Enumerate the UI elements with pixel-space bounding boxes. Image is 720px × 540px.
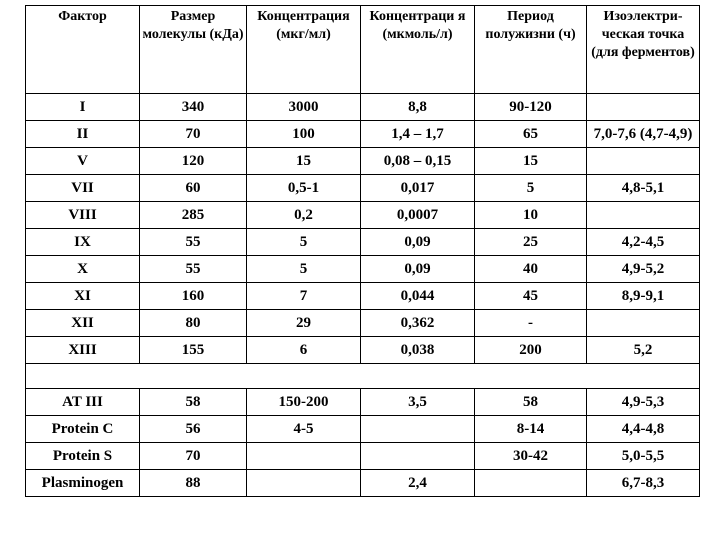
size-cell: 70 [140, 121, 247, 148]
half-life-cell: 45 [475, 283, 587, 310]
size-cell: 55 [140, 256, 247, 283]
pi-cell: 7,0-7,6 (4,7-4,9) [587, 121, 700, 148]
conc-ug-cell: 5 [247, 256, 361, 283]
table-row [26, 121, 700, 148]
factor-cell: II [26, 121, 140, 148]
factor-cell: I [26, 94, 140, 121]
conc-ug-cell: 6 [247, 337, 361, 364]
conc-ug-cell: 150-200 [247, 389, 361, 416]
conc-umol-cell: 0,362 [361, 310, 475, 337]
size-cell: 55 [140, 229, 247, 256]
pi-cell: 4,9-5,3 [587, 389, 700, 416]
half-life-cell: 65 [475, 121, 587, 148]
size-cell: 88 [140, 470, 247, 497]
factor-cell: V [26, 148, 140, 175]
conc-umol-cell: 0,0007 [361, 202, 475, 229]
half-life-cell: 58 [475, 389, 587, 416]
table-row [26, 94, 700, 121]
factor-cell: XI [26, 283, 140, 310]
table-row [26, 283, 700, 310]
size-cell: 70 [140, 443, 247, 470]
pi-cell [587, 310, 700, 337]
size-cell: 56 [140, 416, 247, 443]
conc-ug-cell: 29 [247, 310, 361, 337]
table-row [26, 416, 700, 443]
half-life-cell: 10 [475, 202, 587, 229]
conc-umol-cell: 0,09 [361, 229, 475, 256]
pi-cell: 5,2 [587, 337, 700, 364]
table-row [26, 256, 700, 283]
separator-row [26, 364, 700, 389]
half-life-cell: 90-120 [475, 94, 587, 121]
factor-cell: Protein S [26, 443, 140, 470]
pi-cell: 4,9-5,2 [587, 256, 700, 283]
pi-cell: 4,2-4,5 [587, 229, 700, 256]
pi-cell: 5,0-5,5 [587, 443, 700, 470]
table-row [26, 229, 700, 256]
conc-ug-cell: 7 [247, 283, 361, 310]
conc-umol-cell: 1,4 – 1,7 [361, 121, 475, 148]
factor-cell: X [26, 256, 140, 283]
table-row [26, 310, 700, 337]
size-cell: 340 [140, 94, 247, 121]
pi-cell: 8,9-9,1 [587, 283, 700, 310]
size-cell: 60 [140, 175, 247, 202]
half-life-cell: 40 [475, 256, 587, 283]
conc-umol-cell: 0,08 – 0,15 [361, 148, 475, 175]
conc-ug-cell: 0,2 [247, 202, 361, 229]
header-half-life: Период полужизни (ч) [475, 6, 587, 94]
size-cell: 160 [140, 283, 247, 310]
conc-umol-cell: 3,5 [361, 389, 475, 416]
conc-umol-cell [361, 443, 475, 470]
conc-umol-cell: 0,017 [361, 175, 475, 202]
table-row [26, 443, 700, 470]
separator-cell [26, 364, 700, 389]
size-cell: 58 [140, 389, 247, 416]
table-row [26, 337, 700, 364]
conc-umol-cell: 8,8 [361, 94, 475, 121]
half-life-cell: 5 [475, 175, 587, 202]
table-row [26, 148, 700, 175]
pi-cell [587, 148, 700, 175]
table-row [26, 202, 700, 229]
factor-cell: XII [26, 310, 140, 337]
header-factor: Фактор [26, 6, 140, 94]
factor-cell: Plasminogen [26, 470, 140, 497]
header-isoelectric-point: Изоэлектри-ческая точка (для ферментов) [587, 6, 700, 94]
table-row [26, 389, 700, 416]
conc-umol-cell [361, 416, 475, 443]
half-life-cell: 25 [475, 229, 587, 256]
half-life-cell [475, 470, 587, 497]
size-cell: 80 [140, 310, 247, 337]
conc-ug-cell: 100 [247, 121, 361, 148]
pi-cell: 4,8-5,1 [587, 175, 700, 202]
size-cell: 155 [140, 337, 247, 364]
pi-cell [587, 94, 700, 121]
header-concentration-umol: Концентраци я (мкмоль/л) [361, 6, 475, 94]
half-life-cell: 8-14 [475, 416, 587, 443]
header-row [26, 6, 700, 94]
factor-cell: VIII [26, 202, 140, 229]
conc-ug-cell [247, 470, 361, 497]
conc-ug-cell: 0,5-1 [247, 175, 361, 202]
half-life-cell: 200 [475, 337, 587, 364]
header-size: Размер молекулы (кДа) [140, 6, 247, 94]
conc-ug-cell [247, 443, 361, 470]
half-life-cell: 15 [475, 148, 587, 175]
conc-umol-cell: 0,09 [361, 256, 475, 283]
header-concentration-ug: Концентрация (мкг/мл) [247, 6, 361, 94]
table-row [26, 175, 700, 202]
table-row [26, 470, 700, 497]
factor-table [25, 5, 700, 497]
factor-cell: XIII [26, 337, 140, 364]
factor-cell: AT III [26, 389, 140, 416]
size-cell: 285 [140, 202, 247, 229]
factor-cell: VII [26, 175, 140, 202]
factor-cell: Protein C [26, 416, 140, 443]
conc-ug-cell: 5 [247, 229, 361, 256]
pi-cell: 4,4-4,8 [587, 416, 700, 443]
conc-umol-cell: 0,038 [361, 337, 475, 364]
factor-cell: IX [26, 229, 140, 256]
half-life-cell: 30-42 [475, 443, 587, 470]
conc-ug-cell: 15 [247, 148, 361, 175]
conc-ug-cell: 3000 [247, 94, 361, 121]
pi-cell [587, 202, 700, 229]
size-cell: 120 [140, 148, 247, 175]
pi-cell: 6,7-8,3 [587, 470, 700, 497]
half-life-cell: - [475, 310, 587, 337]
conc-umol-cell: 2,4 [361, 470, 475, 497]
conc-umol-cell: 0,044 [361, 283, 475, 310]
conc-ug-cell: 4-5 [247, 416, 361, 443]
